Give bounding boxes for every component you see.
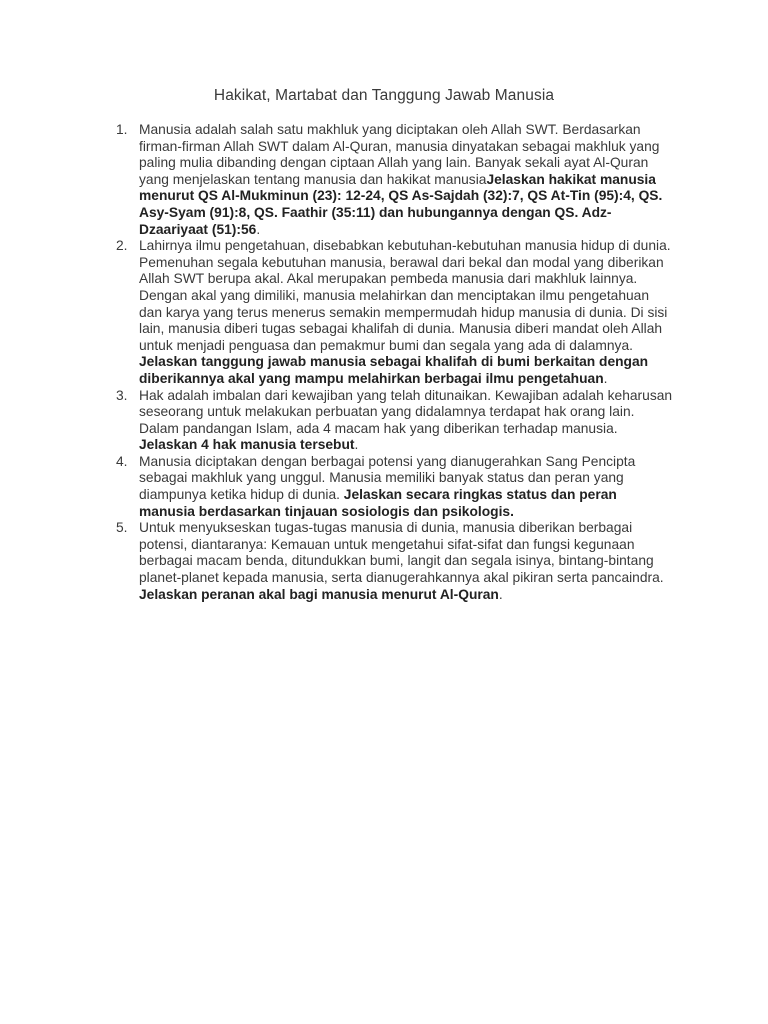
document-title: Hakikat, Martabat dan Tanggung Jawab Manusia <box>213 87 555 104</box>
question-number: 1. <box>116 122 128 137</box>
question-text: Manusia diciptakan dengan berbagai potensi yang dianugerahkan Sang Pencipta sebagai makhluk yang unggul. Manusia memiliki banyak status dan peran yang diampunya ketika hidup di dunia. <box>139 453 636 503</box>
question-number: 2. <box>116 238 128 254</box>
question-item-3 <box>114 388 674 454</box>
question-number: 4. <box>116 453 128 469</box>
question-item-2 <box>114 238 674 387</box>
question-number: 3. <box>116 387 128 403</box>
question-prompt: Jelaskan secara ringkas status dan peran manusia berdasarkan tinjauan sosiologis dan psikologis. <box>139 487 617 519</box>
question-text: Manusia adalah salah satu makhluk yang diciptakan oleh Allah SWT. Berdasarkan firman-firman Allah SWT dalam Al-Quran, manusia dinyatakan sebagai makhluk yang paling mulia dibanding dengan ciptaan Allah yang lain. Banyak sekali ayat Al-Quran yang menjelaskan tentang manusia dan hakikat manusia <box>139 122 660 187</box>
question-number: 5. <box>116 520 128 536</box>
question-item-1 <box>114 122 674 238</box>
question-tail: . <box>498 586 503 602</box>
question-text: Hak adalah imbalan dari kewajiban yang telah ditunaikan. Kewajiban adalah keharusan seseorang untuk melakukan perbuatan yang didalamnya terdapat hak orang lain. Dalam pandangan Islam, ada 4 macam hak yang diberikan terhadap manusia. <box>139 387 673 436</box>
question-prompt: Jelaskan tanggung jawab manusia sebagai khalifah di bumi berkaitan dengan diberikannya akal yang mampu melahirkan berbagai ilmu pengetahuan <box>139 354 649 386</box>
question-prompt: Jelaskan peranan akal bagi manusia menurut Al-Quran <box>139 586 499 602</box>
question-prompt: Jelaskan 4 hak manusia tersebut <box>139 437 355 453</box>
question-list <box>114 122 674 603</box>
question-tail: . <box>256 221 261 237</box>
question-tail: . <box>603 370 608 386</box>
question-item-4 <box>114 454 674 520</box>
question-prompt: Jelaskan hakikat manusia menurut QS Al-Mukminun (23): 12-24, QS As-Sajdah (32):7, QS At-Tin (95):4, QS. Asy-Syam (91):8, QS. Faathir (35:11) dan hubungannya dengan QS. Adz-Dzaariyaat (51):56 <box>139 171 663 237</box>
question-text: Lahirnya ilmu pengetahuan, disebabkan kebutuhan-kebutuhan manusia hidup di dunia. Pemenuhan segala kebutuhan manusia, berawal dari bekal dan modal yang diberikan Allah SWT berupa akal. Akal merupakan pembeda manusia dari makhluk lainnya. Dengan akal yang dimiliki, manusia melahirkan dan menciptakan ilmu pengetahuan dan karya yang terus menerus semakin mempermudah hidup manusia di dunia. Di sisi lain, manusia diberi tugas sebagai khalifah di dunia. Manusia diberi mandat oleh Allah untuk menjadi penguasa dan pemakmur bumi dan segala yang ada di dalamnya. <box>139 238 671 353</box>
question-text: Untuk menyukseskan tugas-tugas manusia di dunia, manusia diberikan berbagai potensi, diantaranya: Kemauan untuk mengetahui sifat-sifat dan fungsi kegunaan berbagai macam benda, ditundukkan bumi, langit dan segala isinya, bintang-bintang planet-planet kepada manusia, serta dianugerahkannya akal pikiran serta pancaindra. <box>139 520 664 586</box>
question-item-5 <box>114 520 674 603</box>
question-tail: . <box>354 437 359 453</box>
